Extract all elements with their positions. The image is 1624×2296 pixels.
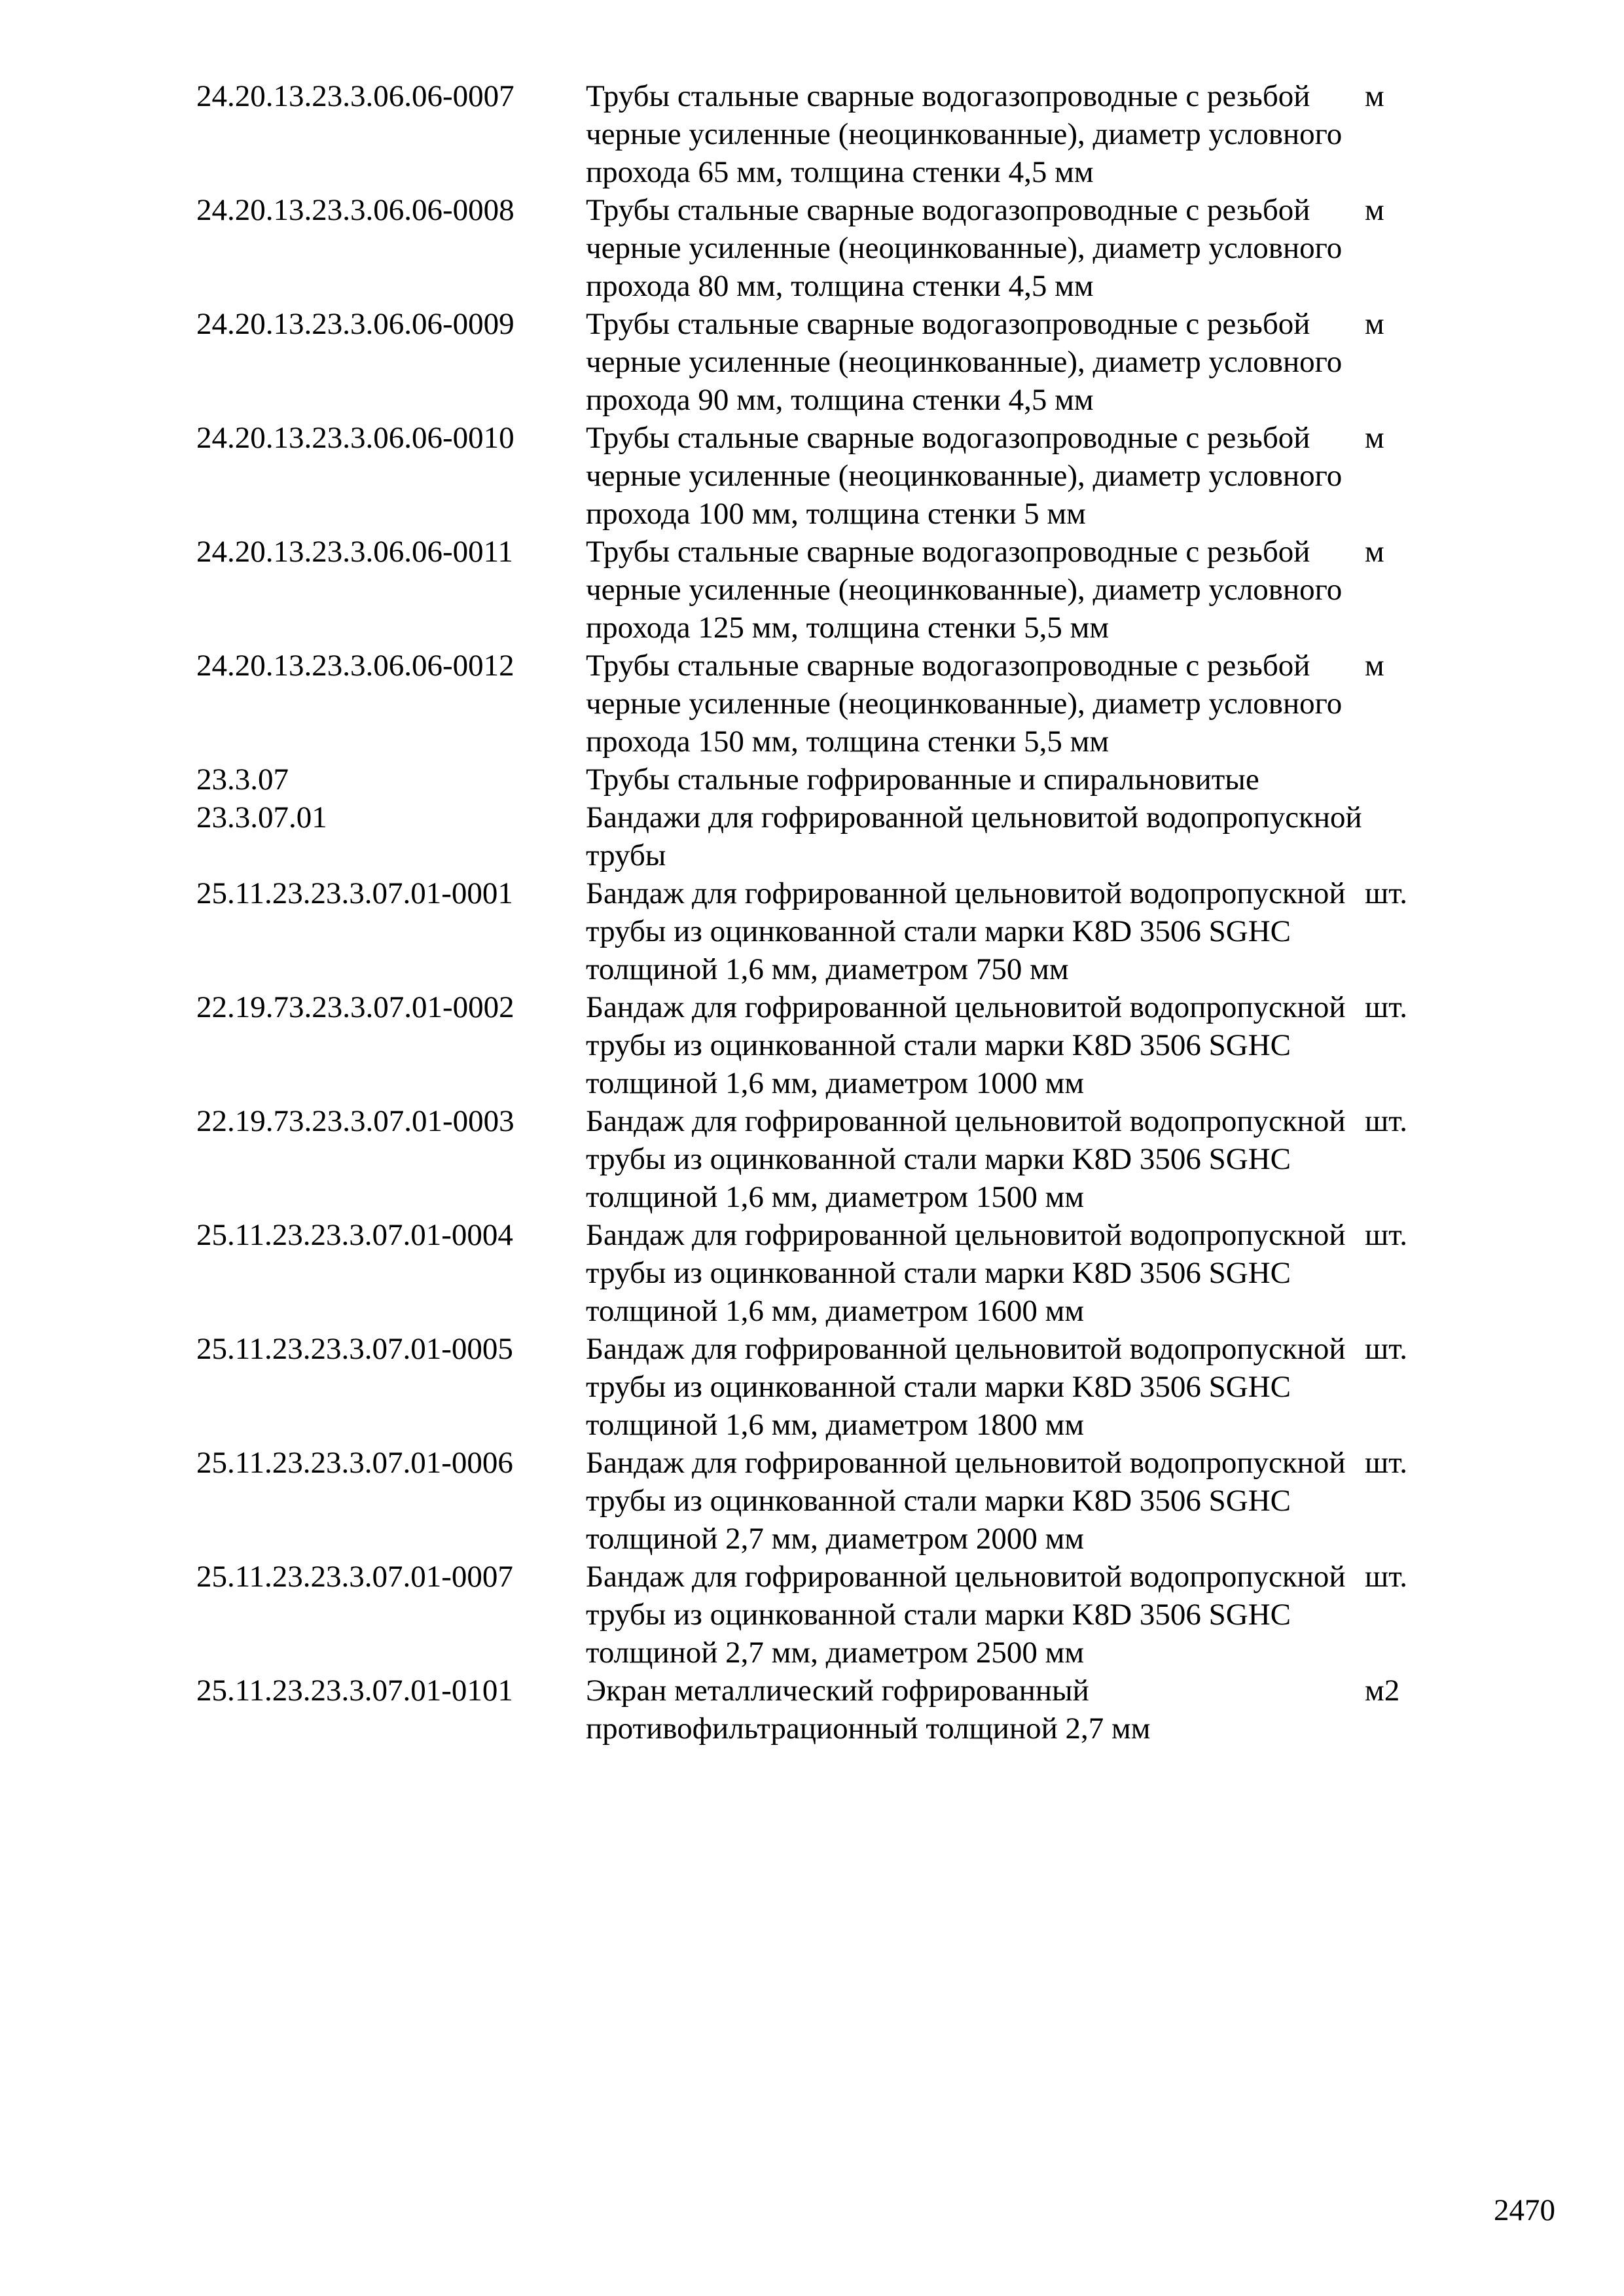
resource-unit: м2	[1365, 1674, 1400, 1708]
resource-list	[196, 77, 1440, 1748]
resource-unit: шт.	[1365, 876, 1407, 910]
list-row	[196, 533, 1440, 647]
list-row	[196, 647, 1440, 761]
resource-name: Бандаж для гофрированной цельновитой водопропускной трубы из оцинкованной стали марки K8D 3506 SGHC толщиной 1,6 мм, диаметром 1800 мм	[586, 1332, 1346, 1442]
resource-unit: м	[1365, 649, 1384, 683]
resource-unit: шт.	[1365, 1104, 1407, 1138]
resource-code: 25.11.23.23.3.07.01-0005	[196, 1332, 513, 1366]
list-row	[196, 874, 1440, 988]
resource-name: Трубы стальные сварные водогазопроводные с резьбой черные усиленные (неоцинкованные), диаметр условного прохода 150 мм, толщина стенки 5,5 мм	[586, 649, 1343, 759]
resource-name: Бандаж для гофрированной цельновитой водопропускной трубы из оцинкованной стали марки K8D 3506 SGHC толщиной 1,6 мм, диаметром 750 мм	[586, 876, 1346, 986]
resource-name: Экран металлический гофрированный противофильтрационный толщиной 2,7 мм	[586, 1674, 1151, 1746]
resource-name: Бандаж для гофрированной цельновитой водопропускной трубы из оцинкованной стали марки K8D 3506 SGHC толщиной 1,6 мм, диаметром 1500 мм	[586, 1104, 1346, 1214]
resource-code: 25.11.23.23.3.07.01-0004	[196, 1218, 513, 1252]
resource-code: 25.11.23.23.3.07.01-0007	[196, 1560, 513, 1594]
resource-code: 25.11.23.23.3.07.01-0001	[196, 876, 513, 910]
list-row	[196, 1558, 1440, 1672]
resource-name: Бандаж для гофрированной цельновитой водопропускной трубы из оцинкованной стали марки K8D 3506 SGHC толщиной 1,6 мм, диаметром 1000 мм	[586, 990, 1346, 1100]
resource-code: 24.20.13.23.3.06.06-0009	[196, 307, 514, 341]
resource-code: 22.19.73.23.3.07.01-0003	[196, 1104, 514, 1138]
list-row	[196, 419, 1440, 533]
section-code: 23.3.07.01	[196, 800, 327, 834]
resource-name: Бандаж для гофрированной цельновитой водопропускной трубы из оцинкованной стали марки K8D 3506 SGHC толщиной 2,7 мм, диаметром 2000 мм	[586, 1446, 1346, 1556]
section-row	[196, 798, 1440, 874]
section-title: Трубы стальные гофрированные и спиральновитые	[586, 762, 1259, 797]
list-row	[196, 1444, 1440, 1558]
resource-name: Трубы стальные сварные водогазопроводные с резьбой черные усиленные (неоцинкованные), диаметр условного прохода 80 мм, толщина стенки 4,5 мм	[586, 193, 1343, 303]
resource-code: 25.11.23.23.3.07.01-0006	[196, 1446, 513, 1480]
resource-code: 24.20.13.23.3.06.06-0012	[196, 649, 514, 683]
list-row	[196, 1330, 1440, 1444]
resource-name: Трубы стальные сварные водогазопроводные с резьбой черные усиленные (неоцинкованные), диаметр условного прохода 90 мм, толщина стенки 4,5 мм	[586, 307, 1343, 417]
resource-unit: м	[1365, 421, 1384, 455]
resource-code: 24.20.13.23.3.06.06-0008	[196, 193, 514, 227]
resource-code: 25.11.23.23.3.07.01-0101	[196, 1674, 513, 1708]
resource-code: 24.20.13.23.3.06.06-0007	[196, 79, 514, 113]
resource-unit: м	[1365, 535, 1384, 569]
resource-code: 24.20.13.23.3.06.06-0010	[196, 421, 514, 455]
section-row	[196, 761, 1440, 798]
resource-unit: шт.	[1365, 1560, 1407, 1594]
resource-unit: м	[1365, 193, 1384, 227]
list-row	[196, 77, 1440, 191]
resource-code: 24.20.13.23.3.06.06-0011	[196, 535, 513, 569]
list-row	[196, 988, 1440, 1102]
resource-name: Трубы стальные сварные водогазопроводные с резьбой черные усиленные (неоцинкованные), диаметр условного прохода 65 мм, толщина стенки 4,5 мм	[586, 79, 1343, 189]
resource-unit: м	[1365, 307, 1384, 341]
page-number: 2470	[1494, 2193, 1555, 2227]
list-row	[196, 1672, 1440, 1748]
resource-name: Трубы стальные сварные водогазопроводные с резьбой черные усиленные (неоцинкованные), диаметр условного прохода 100 мм, толщина стенки 5 мм	[586, 421, 1343, 531]
resource-unit: шт.	[1365, 1446, 1407, 1480]
resource-unit: шт.	[1365, 1332, 1407, 1366]
list-row	[196, 191, 1440, 305]
resource-unit: шт.	[1365, 1218, 1407, 1252]
resource-unit: м	[1365, 79, 1384, 113]
resource-code: 22.19.73.23.3.07.01-0002	[196, 990, 514, 1024]
list-row	[196, 305, 1440, 419]
section-code: 23.3.07	[196, 762, 289, 797]
resource-name: Трубы стальные сварные водогазопроводные с резьбой черные усиленные (неоцинкованные), диаметр условного прохода 125 мм, толщина стенки 5,5 мм	[586, 535, 1343, 645]
list-row	[196, 1102, 1440, 1216]
resource-name: Бандаж для гофрированной цельновитой водопропускной трубы из оцинкованной стали марки K8D 3506 SGHC толщиной 1,6 мм, диаметром 1600 мм	[586, 1218, 1346, 1328]
resource-name: Бандаж для гофрированной цельновитой водопропускной трубы из оцинкованной стали марки K8D 3506 SGHC толщиной 2,7 мм, диаметром 2500 мм	[586, 1560, 1346, 1670]
list-row	[196, 1216, 1440, 1330]
section-title: Бандажи для гофрированной цельновитой водопропускной трубы	[586, 800, 1362, 872]
resource-unit: шт.	[1365, 990, 1407, 1024]
